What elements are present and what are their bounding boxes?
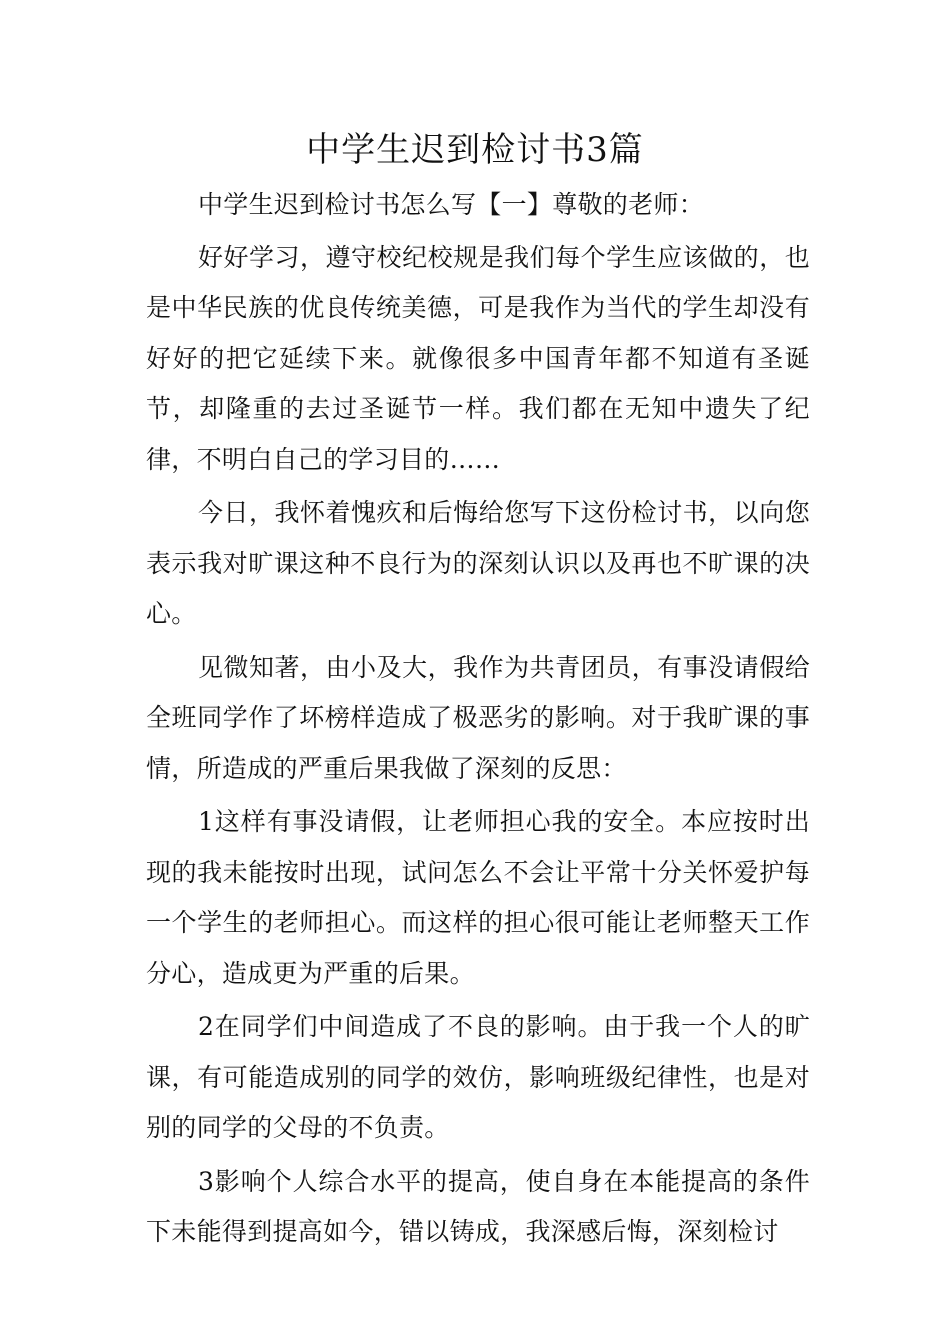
- paragraph-intro: 好好学习，遵守校纪校规是我们每个学生应该做的，也是中华民族的优良传统美德，可是我作为当代的学生却没有好好的把它延续下来。就像很多中国青年都不知道有圣诞节，却隆重的去过圣诞节一样。我们都在无知中遗失了纪律，不明白自己的学习目的……: [146, 242, 810, 474]
- document-body: [146, 180, 810, 1261]
- paragraph-reflection: 见微知著，由小及大，我作为共青团员，有事没请假给全班同学作了坏榜样造成了极恶劣的影响。对于我旷课的事情，所造成的严重后果我做了深刻的反思：: [146, 652, 810, 783]
- document-title: 中学生迟到检讨书3篇: [306, 130, 644, 170]
- paragraph-apology: 今日，我怀着愧疚和后悔给您写下这份检讨书，以向您表示我对旷课这种不良行为的深刻认识以及再也不旷课的决心。: [146, 498, 810, 628]
- paragraph-point-1: 1这样有事没请假，让老师担心我的安全。本应按时出现的我未能按时出现，试问怎么不会让平常十分关怀爱护每一个学生的老师担心。而这样的担心很可能让老师整天工作分心，造成更为严重的后果。: [146, 807, 810, 988]
- paragraph-salutation: 中学生迟到检讨书怎么写【一】尊敬的老师：: [198, 190, 705, 219]
- paragraph-point-2: 2在同学们中间造成了不良的影响。由于我一个人的旷课，有可能造成别的同学的效仿，影响班级纪律性，也是对别的同学的父母的不负责。: [146, 1012, 810, 1142]
- paragraph-point-3: 3影响个人综合水平的提高，使自身在本能提高的条件下未能得到提高如今，错以铸成，我深感后悔，深刻检讨: [146, 1166, 810, 1246]
